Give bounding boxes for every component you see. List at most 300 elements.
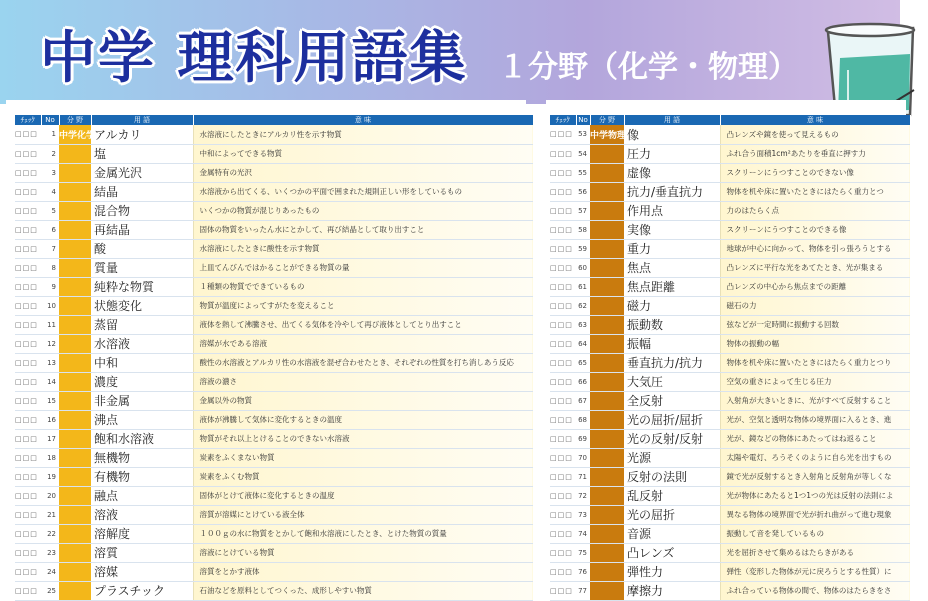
term-cell: 酸	[91, 239, 193, 258]
column-term: 用 語	[91, 115, 193, 125]
term-cell: 無機物	[91, 448, 193, 467]
term-cell: 抗力/垂直抗力	[624, 182, 720, 201]
field-cell	[59, 182, 91, 201]
meaning-cell: 石油などを原料としてつくった、成形しやすい物質	[193, 581, 533, 600]
field-cell	[590, 144, 624, 163]
term-cell: 光の屈折	[624, 505, 720, 524]
meaning-cell: いくつかの物質が混じりあったもの	[193, 201, 533, 220]
meaning-cell: 金属以外の物質	[193, 391, 533, 410]
meaning-cell: 物体を机や床に置いたときにはたらく重力とつり	[720, 353, 910, 372]
field-cell	[590, 182, 624, 201]
check-boxes[interactable]: □□□	[15, 391, 41, 410]
term-cell: 振幅	[624, 334, 720, 353]
check-boxes[interactable]: □□□	[550, 505, 576, 524]
term-rows	[15, 125, 533, 600]
check-boxes[interactable]: □□□	[15, 144, 41, 163]
term-cell: 作用点	[624, 201, 720, 220]
table-row	[15, 467, 533, 486]
field-cell: 中学化学	[59, 125, 91, 144]
meaning-cell: 弦などが一定時間に振動する回数	[720, 315, 910, 334]
term-sheet-chemistry	[6, 100, 526, 599]
meaning-cell: 炭素をふくまない物質	[193, 448, 533, 467]
field-cell	[590, 486, 624, 505]
row-number: 9	[41, 277, 59, 296]
check-boxes[interactable]: □□□	[550, 372, 576, 391]
term-cell: 像	[624, 125, 720, 144]
check-boxes[interactable]: □□□	[550, 144, 576, 163]
row-number: 15	[41, 391, 59, 410]
check-boxes[interactable]: □□□	[550, 201, 576, 220]
check-boxes[interactable]: □□□	[15, 315, 41, 334]
field-cell	[590, 372, 624, 391]
field-cell	[59, 144, 91, 163]
row-number: 23	[41, 543, 59, 562]
check-boxes[interactable]: □□□	[15, 220, 41, 239]
column-term: 用 語	[624, 115, 720, 125]
row-number: 18	[41, 448, 59, 467]
meaning-cell: １００ｇの水に物質をとかして飽和水溶液にしたとき、とけた物質の質量	[193, 524, 533, 543]
table-row	[15, 410, 533, 429]
field-cell	[590, 220, 624, 239]
row-number: 8	[41, 258, 59, 277]
table-row	[550, 277, 910, 296]
row-number: 7	[41, 239, 59, 258]
check-boxes[interactable]: □□□	[550, 258, 576, 277]
meaning-cell: 固体の物質をいったん水にとかして、再び結晶として取り出すこと	[193, 220, 533, 239]
table-row	[15, 144, 533, 163]
term-cell: 振動数	[624, 315, 720, 334]
field-cell	[59, 315, 91, 334]
term-cell: 光源	[624, 448, 720, 467]
field-cell	[590, 543, 624, 562]
check-boxes[interactable]: □□□	[15, 258, 41, 277]
term-cell: 溶媒	[91, 562, 193, 581]
meaning-cell: ふれ合う面積1cm²あたりを垂直に押す力	[720, 144, 910, 163]
row-number: 59	[576, 239, 590, 258]
row-number: 69	[576, 429, 590, 448]
table-row	[15, 258, 533, 277]
field-cell	[59, 429, 91, 448]
term-cell: 濃度	[91, 372, 193, 391]
field-cell	[59, 239, 91, 258]
table-row	[550, 448, 910, 467]
row-number: 54	[576, 144, 590, 163]
table-row	[550, 163, 910, 182]
meaning-cell: 光を屈折させて集めるはたらきがある	[720, 543, 910, 562]
meaning-cell: 凸レンズの中心から焦点までの距離	[720, 277, 910, 296]
field-cell	[59, 543, 91, 562]
term-table-physics	[550, 115, 911, 601]
table-row	[550, 505, 910, 524]
check-boxes[interactable]: □□□	[550, 543, 576, 562]
row-number: 70	[576, 448, 590, 467]
row-number: 24	[41, 562, 59, 581]
column-field: 分 野	[590, 115, 624, 125]
meaning-cell: 鏡で光が反射するとき入射角と反射角が等しくな	[720, 467, 910, 486]
field-cell	[59, 201, 91, 220]
meaning-cell: スクリーンにうつすことのできない像	[720, 163, 910, 182]
row-number: 12	[41, 334, 59, 353]
meaning-cell: 水溶液にしたときに酸性を示す物質	[193, 239, 533, 258]
term-cell: 結晶	[91, 182, 193, 201]
check-boxes[interactable]: □□□	[550, 163, 576, 182]
row-number: 63	[576, 315, 590, 334]
meaning-cell: 物体を机や床に置いたときにはたらく重力とつ	[720, 182, 910, 201]
meaning-cell: 弾性（変形した物体が元に戻ろうとする性質）に	[720, 562, 910, 581]
field-cell	[59, 220, 91, 239]
term-cell: 光の屈折/屈折	[624, 410, 720, 429]
meaning-cell: 太陽や電灯、ろうそくのように自ら光を出すもの	[720, 448, 910, 467]
field-cell	[590, 448, 624, 467]
term-cell: 重力	[624, 239, 720, 258]
table-row	[15, 277, 533, 296]
table-row	[550, 239, 910, 258]
column-meaning: 意 味	[720, 115, 910, 125]
field-cell	[59, 163, 91, 182]
field-cell	[590, 410, 624, 429]
check-boxes[interactable]: □□□	[15, 334, 41, 353]
term-rows	[550, 125, 910, 600]
meaning-cell: 液体が沸騰して気体に変化するときの温度	[193, 410, 533, 429]
row-number: 61	[576, 277, 590, 296]
term-cell: アルカリ	[91, 125, 193, 144]
table-row	[550, 334, 910, 353]
row-number: 62	[576, 296, 590, 315]
term-cell: 水溶液	[91, 334, 193, 353]
meaning-cell: 光が物体にあたると1つ1つの光は反射の法則によ	[720, 486, 910, 505]
row-number: 2	[41, 144, 59, 163]
table-row	[15, 543, 533, 562]
term-cell: 金属光沢	[91, 163, 193, 182]
check-boxes[interactable]: □□□	[550, 315, 576, 334]
table-row	[15, 239, 533, 258]
check-boxes[interactable]: □□□	[550, 524, 576, 543]
check-boxes[interactable]: □□□	[550, 429, 576, 448]
check-boxes[interactable]: □□□	[550, 353, 576, 372]
table-row	[550, 391, 910, 410]
column-check: ﾁｪｯｸ	[550, 115, 576, 125]
field-cell	[590, 315, 624, 334]
meaning-cell: 液体を熱して沸騰させ、出てくる気体を冷やして再び液体としてとり出すこと	[193, 315, 533, 334]
table-row	[550, 220, 910, 239]
field-cell	[590, 201, 624, 220]
field-cell	[59, 410, 91, 429]
check-boxes[interactable]: □□□	[550, 182, 576, 201]
check-boxes[interactable]: □□□	[15, 429, 41, 448]
field-cell	[59, 277, 91, 296]
meaning-cell: 金属特有の光沢	[193, 163, 533, 182]
meaning-cell: 振動して音を発しているもの	[720, 524, 910, 543]
check-boxes[interactable]: □□□	[15, 524, 41, 543]
check-boxes[interactable]: □□□	[15, 486, 41, 505]
check-boxes[interactable]: □□□	[15, 410, 41, 429]
table-row	[15, 562, 533, 581]
term-cell: 蒸留	[91, 315, 193, 334]
field-cell	[590, 429, 624, 448]
field-cell	[59, 562, 91, 581]
row-number: 4	[41, 182, 59, 201]
term-table-chemistry	[15, 115, 534, 601]
term-cell: 実像	[624, 220, 720, 239]
meaning-cell: 溶質が溶媒にとけている液全体	[193, 505, 533, 524]
meaning-cell: ふれ合っている物体の間で、物体のはたらきをさ	[720, 581, 910, 600]
term-cell: プラスチック	[91, 581, 193, 600]
check-boxes[interactable]: □□□	[15, 372, 41, 391]
table-row	[15, 391, 533, 410]
column-check: ﾁｪｯｸ	[15, 115, 41, 125]
term-cell: 溶液	[91, 505, 193, 524]
field-cell	[590, 524, 624, 543]
table-row	[15, 353, 533, 372]
term-cell: 中和	[91, 353, 193, 372]
check-boxes[interactable]: □□□	[15, 581, 41, 600]
table-row	[15, 448, 533, 467]
row-number: 5	[41, 201, 59, 220]
check-boxes[interactable]: □□□	[15, 448, 41, 467]
field-cell	[590, 467, 624, 486]
row-number: 20	[41, 486, 59, 505]
check-boxes[interactable]: □□□	[550, 562, 576, 581]
table-row	[15, 296, 533, 315]
check-boxes[interactable]: □□□	[550, 486, 576, 505]
term-cell: 大気圧	[624, 372, 720, 391]
meaning-cell: 光が、鏡などの物体にあたってはね返ること	[720, 429, 910, 448]
meaning-cell: 上皿てんびんではかることができる物質の量	[193, 258, 533, 277]
row-number: 11	[41, 315, 59, 334]
term-cell: 虚像	[624, 163, 720, 182]
check-boxes[interactable]: □□□	[550, 391, 576, 410]
meaning-cell: 溶質をとかす液体	[193, 562, 533, 581]
field-cell	[59, 334, 91, 353]
meaning-cell: 酸性の水溶液とアルカリ性の水溶液を混ぜ合わせたとき、それぞれの性質を打ち消しあう反応	[193, 353, 533, 372]
row-number: 56	[576, 182, 590, 201]
meaning-cell: 固体がとけて液体に変化するときの温度	[193, 486, 533, 505]
row-number: 6	[41, 220, 59, 239]
row-number: 58	[576, 220, 590, 239]
row-number: 19	[41, 467, 59, 486]
check-boxes[interactable]: □□□	[550, 239, 576, 258]
table-row	[15, 315, 533, 334]
field-cell	[59, 505, 91, 524]
term-cell: 弾性力	[624, 562, 720, 581]
table-row	[15, 581, 533, 600]
check-boxes[interactable]: □□□	[550, 448, 576, 467]
field-cell: 中学物理	[590, 125, 624, 144]
field-cell	[590, 163, 624, 182]
table-row	[15, 486, 533, 505]
term-cell: 沸点	[91, 410, 193, 429]
row-number: 25	[41, 581, 59, 600]
row-number: 72	[576, 486, 590, 505]
term-cell: 溶解度	[91, 524, 193, 543]
meaning-cell: 光が、空気と透明な物体の境界面に入るとき、進	[720, 410, 910, 429]
term-cell: 純粋な物質	[91, 277, 193, 296]
row-number: 75	[576, 543, 590, 562]
field-cell	[590, 296, 624, 315]
table-row	[550, 543, 910, 562]
term-cell: 融点	[91, 486, 193, 505]
meaning-cell: 異なる物体の境界面で光が折れ曲がって進む現象	[720, 505, 910, 524]
check-boxes[interactable]: □□□	[550, 277, 576, 296]
table-row	[550, 182, 910, 201]
check-boxes[interactable]: □□□	[550, 334, 576, 353]
check-boxes[interactable]: □□□	[15, 239, 41, 258]
table-row	[550, 353, 910, 372]
check-boxes[interactable]: □□□	[15, 182, 41, 201]
field-cell	[59, 486, 91, 505]
term-cell: 焦点距離	[624, 277, 720, 296]
term-cell: 混合物	[91, 201, 193, 220]
check-boxes[interactable]: □□□	[15, 125, 41, 144]
table-row	[15, 201, 533, 220]
row-number: 65	[576, 353, 590, 372]
meaning-cell: 溶媒が水である溶液	[193, 334, 533, 353]
table-row	[550, 410, 910, 429]
table-row	[550, 144, 910, 163]
field-cell	[59, 524, 91, 543]
term-cell: 再結晶	[91, 220, 193, 239]
term-cell: 溶質	[91, 543, 193, 562]
table-row	[15, 505, 533, 524]
row-number: 53	[576, 125, 590, 144]
meaning-cell: 地球が中心に向かって、物体を引っ張ろうとする	[720, 239, 910, 258]
check-boxes[interactable]: □□□	[550, 581, 576, 600]
row-number: 74	[576, 524, 590, 543]
row-number: 10	[41, 296, 59, 315]
meaning-cell: 空気の重さによって生じる圧力	[720, 372, 910, 391]
table-row	[550, 562, 910, 581]
field-cell	[59, 296, 91, 315]
table-row	[550, 296, 910, 315]
table-header	[550, 115, 910, 125]
check-boxes[interactable]: □□□	[15, 543, 41, 562]
page-title: 中学 理科用語集	[40, 26, 468, 91]
term-cell: 非金属	[91, 391, 193, 410]
row-number: 71	[576, 467, 590, 486]
term-cell: 焦点	[624, 258, 720, 277]
check-boxes[interactable]: □□□	[550, 220, 576, 239]
column-no: No	[41, 115, 59, 125]
meaning-cell: 中和によってできる物質	[193, 144, 533, 163]
table-row	[15, 524, 533, 543]
page-subtitle: １分野（化学・物理）	[498, 50, 798, 85]
row-number: 73	[576, 505, 590, 524]
term-cell: 凸レンズ	[624, 543, 720, 562]
column-no: No	[576, 115, 590, 125]
field-cell	[590, 505, 624, 524]
table-row	[550, 429, 910, 448]
meaning-cell: 入射角が大きいときに、光がすべて反射すること	[720, 391, 910, 410]
table-header	[15, 115, 533, 125]
field-cell	[59, 353, 91, 372]
table-row	[550, 581, 910, 600]
check-boxes[interactable]: □□□	[550, 296, 576, 315]
field-cell	[59, 391, 91, 410]
field-cell	[59, 258, 91, 277]
table-row	[550, 125, 910, 144]
row-number: 77	[576, 581, 590, 600]
row-number: 76	[576, 562, 590, 581]
check-boxes[interactable]: □□□	[15, 562, 41, 581]
row-number: 13	[41, 353, 59, 372]
meaning-cell: 凸レンズに平行な光をあてたとき、光が集まる	[720, 258, 910, 277]
field-cell	[590, 334, 624, 353]
term-cell: 摩擦力	[624, 581, 720, 600]
check-boxes[interactable]: □□□	[15, 505, 41, 524]
term-cell: 有機物	[91, 467, 193, 486]
table-row	[15, 220, 533, 239]
meaning-cell: 力のはたらく点	[720, 201, 910, 220]
row-number: 64	[576, 334, 590, 353]
field-cell	[59, 448, 91, 467]
meaning-cell: 凸レンズや鏡を使って見えるもの	[720, 125, 910, 144]
meaning-cell: 炭素をふくむ物質	[193, 467, 533, 486]
table-row	[550, 315, 910, 334]
field-cell	[590, 562, 624, 581]
check-boxes[interactable]: □□□	[550, 410, 576, 429]
term-cell: 乱反射	[624, 486, 720, 505]
row-number: 17	[41, 429, 59, 448]
column-field: 分 野	[59, 115, 91, 125]
check-boxes[interactable]: □□□	[15, 467, 41, 486]
term-cell: 圧力	[624, 144, 720, 163]
check-boxes[interactable]: □□□	[15, 353, 41, 372]
term-cell: 質量	[91, 258, 193, 277]
check-boxes[interactable]: □□□	[15, 201, 41, 220]
table-row	[15, 125, 533, 144]
check-boxes[interactable]: □□□	[550, 125, 576, 144]
table-row	[15, 163, 533, 182]
term-cell: 光の反射/反射	[624, 429, 720, 448]
term-sheet-physics	[546, 100, 906, 599]
row-number: 1	[41, 125, 59, 144]
row-number: 21	[41, 505, 59, 524]
meaning-cell: スクリーンにうつすことのできる像	[720, 220, 910, 239]
field-cell	[590, 391, 624, 410]
row-number: 16	[41, 410, 59, 429]
term-cell: 飽和水溶液	[91, 429, 193, 448]
meaning-cell: 物質がそれ以上とけることのできない水溶液	[193, 429, 533, 448]
term-cell: 塩	[91, 144, 193, 163]
table-row	[15, 372, 533, 391]
row-number: 68	[576, 410, 590, 429]
check-boxes[interactable]: □□□	[15, 277, 41, 296]
table-row	[550, 258, 910, 277]
table-row	[15, 182, 533, 201]
term-cell: 垂直抗力/抗力	[624, 353, 720, 372]
term-cell: 反射の法則	[624, 467, 720, 486]
row-number: 22	[41, 524, 59, 543]
meaning-cell: 物質が温度によってすがたを変えること	[193, 296, 533, 315]
row-number: 60	[576, 258, 590, 277]
check-boxes[interactable]: □□□	[15, 296, 41, 315]
check-boxes[interactable]: □□□	[15, 163, 41, 182]
row-number: 66	[576, 372, 590, 391]
meaning-cell: 溶液にとけている物質	[193, 543, 533, 562]
field-cell	[59, 372, 91, 391]
table-row	[550, 486, 910, 505]
field-cell	[59, 581, 91, 600]
meaning-cell: 物体の振動の幅	[720, 334, 910, 353]
row-number: 3	[41, 163, 59, 182]
field-cell	[59, 467, 91, 486]
row-number: 14	[41, 372, 59, 391]
check-boxes[interactable]: □□□	[550, 467, 576, 486]
column-meaning: 意 味	[193, 115, 533, 125]
term-cell: 音源	[624, 524, 720, 543]
term-cell: 状態変化	[91, 296, 193, 315]
row-number: 67	[576, 391, 590, 410]
